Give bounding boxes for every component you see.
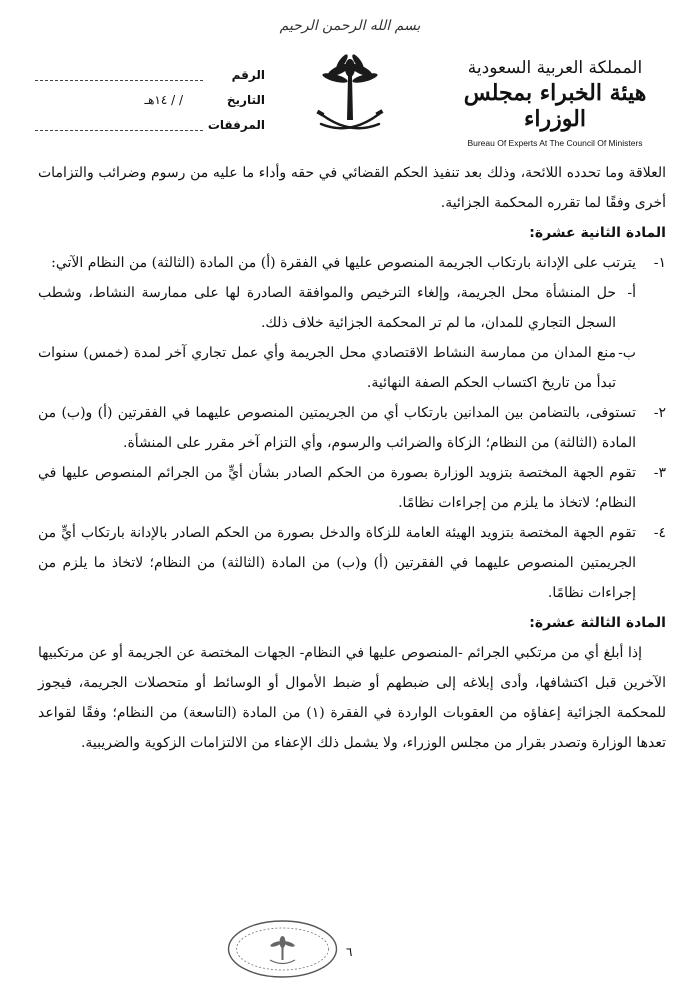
item-text: تقوم الجهة المختصة بتزويد الوزارة بصورة من الحكم الصادر بشأن أيٍّ من الجرائم المنصوص عليها في النظام؛ لاتخاذ ما يلزم من إجراءات نظامًا. <box>38 465 636 511</box>
sub-item-label: ب- <box>618 345 636 361</box>
sub-item-text: حل المنشأة محل الجريمة، وإلغاء الترخيص والموافقة الصادرة لها على ممارسة النشاط، وشطب السجل التجاري للمدان، ما لم تر المحكمة الجزائية خلاف ذلك. <box>38 285 616 331</box>
date-value: / / ١٤هـ <box>144 92 183 107</box>
palm-and-swords-emblem-icon <box>315 50 385 142</box>
intro-paragraph: العلاقة وما تحدده اللائحة، وذلك بعد تنفيذ الحكم القضائي في حقه وأداء ما عليه من رسوم وضرائب والتزامات أخرى وفقًا لما تقرره المحكمة الجزائية. <box>38 165 666 211</box>
item-text: تقوم الجهة المختصة بتزويد الهيئة العامة للزكاة والدخل بصورة من الحكم الصادر بالإدانة بارتكاب أيٍّ من الجريمتين المنصوص عليهما في الفقرتين (أ) و(ب) من المادة (الثالثة) من النظام؛ لاتخاذ ما يلزم من إجراءات نظامًا. <box>38 525 636 601</box>
attachments-label: المرفقات <box>207 117 265 132</box>
article-12-item-1-sub-a <box>38 278 636 338</box>
article-13-paragraph: إذا أبلغ أي من مرتكبي الجرائم -المنصوص عليها في النظام- الجهات المختصة عن الجريمة أو عن مرتكبيها الآخرين قبل اكتشافها، وأدى إبلاغه إلى ضبطهم أو ضبط الأموال أو الوسائط أو متحصلات الجريمة، فيجوز للمحكمة الجزائية إعفاؤه من العقوبات الواردة في الفقرة (١) من المادة (التاسعة) من النظام؛ وفقًا لقواعد تعدها الوزارة وتصدر بقرار من مجلس الوزراء، ولا يشمل ذلك الإعفاء من الالتزامات الزكوية والضريبية. <box>38 645 666 751</box>
attachments-line <box>35 118 203 131</box>
item-number: ٤- <box>653 525 666 541</box>
date-row <box>35 87 265 112</box>
article-12-heading: المادة الثانية عشرة: <box>529 225 666 241</box>
document-body <box>38 158 666 758</box>
reference-number-label: الرقم <box>231 67 265 82</box>
article-13-heading: المادة الثالثة عشرة: <box>529 615 666 631</box>
oval-seal-stamp-icon <box>225 918 340 980</box>
article-12-item-2 <box>38 398 666 458</box>
attachments-row <box>35 112 265 137</box>
article-12-item-4 <box>38 518 666 608</box>
item-number: ٣- <box>653 465 666 481</box>
reference-number-row <box>35 62 265 87</box>
article-12-item-1 <box>38 248 666 278</box>
item-text: يترتب على الإدانة بارتكاب الجريمة المنصوص عليها في الفقرة (أ) من المادة (الثالثة) من النظام الآتي: <box>51 255 636 271</box>
reference-block <box>35 62 265 137</box>
basmala: بسم الله الرحمن الرحيم <box>279 18 421 34</box>
country-name: المملكة العربية السعودية <box>467 58 643 78</box>
article-12-item-3 <box>38 458 666 518</box>
date-label: التاريخ <box>226 92 265 107</box>
sub-item-text: منع المدان من ممارسة النشاط الاقتصادي محل الجريمة وأي عمل تجاري آخر لمدة (خمس) سنوات تبدأ من تاريخ اكتساب الحكم الصفة النهائية. <box>38 345 616 391</box>
item-number: ٢- <box>653 405 666 421</box>
organization-name-arabic: هيئة الخبراء بمجلس الوزراء <box>463 80 647 132</box>
organization-name-english: Bureau Of Experts At The Council Of Ministers <box>467 138 643 148</box>
organization-logo <box>455 58 655 148</box>
article-12-item-1-sub-b <box>38 338 636 398</box>
page-number: ٦ <box>346 945 353 959</box>
letterhead <box>0 0 700 150</box>
item-number: ١- <box>653 255 666 271</box>
reference-number-line <box>35 68 203 81</box>
sub-item-label: أ- <box>627 285 636 301</box>
item-text: تستوفى، بالتضامن بين المدانين بارتكاب أي من الجريمتين المنصوص عليهما في الفقرتين (أ) و(ب) من المادة (الثالثة) من النظام؛ الزكاة والضرائب والرسوم، وأي التزام آخر مقرر على المنشأة. <box>38 405 636 451</box>
